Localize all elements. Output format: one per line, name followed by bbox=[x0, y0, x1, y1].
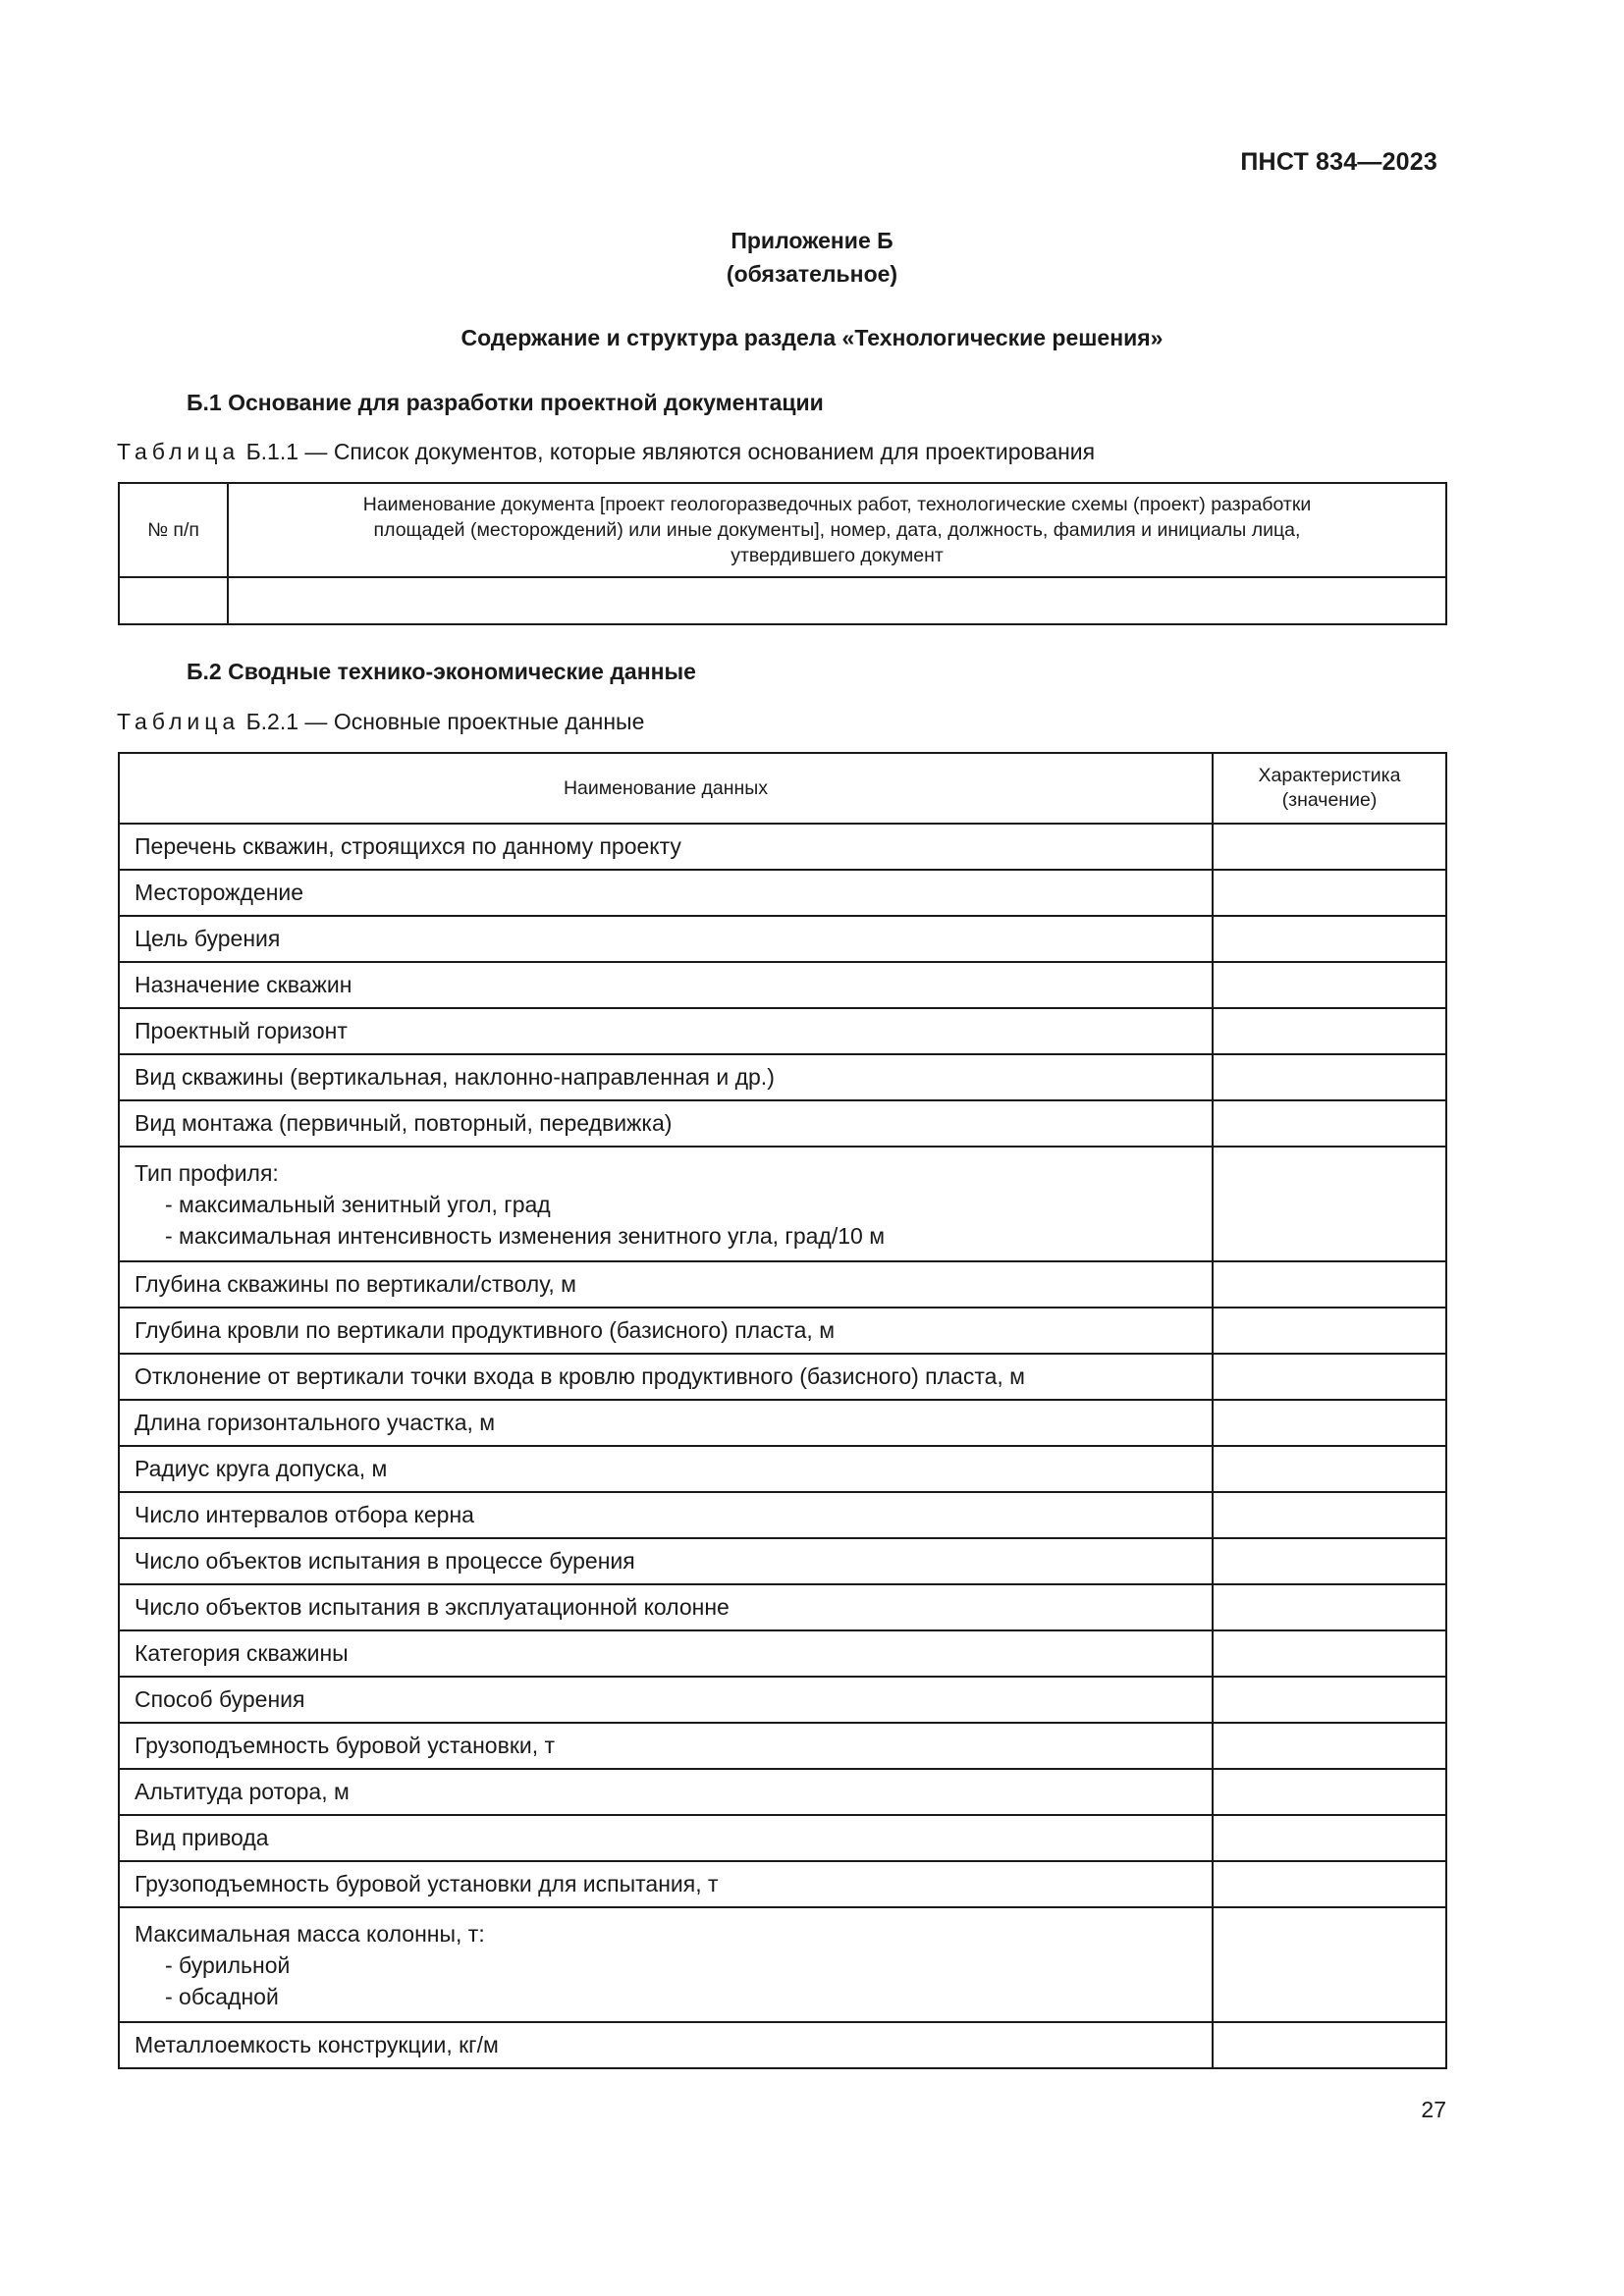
table-row bbox=[119, 1677, 1446, 1723]
section-b1-heading: Б.1 Основание для разработки проектной документации bbox=[187, 390, 824, 415]
row-value-cell bbox=[1213, 1008, 1446, 1054]
appendix-title: Приложение Б bbox=[731, 228, 893, 253]
table-row bbox=[119, 1907, 1446, 2022]
table-row bbox=[119, 1261, 1446, 1308]
appendix-status: (обязательное) bbox=[726, 261, 898, 287]
row-label: Отклонение от вертикали точки входа в кровлю продуктивного (базисного) пласта, м bbox=[135, 1363, 1025, 1389]
row-label: Радиус круга допуска, м bbox=[135, 1456, 388, 1481]
header-line: Характеристика bbox=[1258, 765, 1401, 786]
table-caption-word: Таблица bbox=[117, 439, 241, 464]
row-value-cell bbox=[1213, 1677, 1446, 1723]
row-value-cell bbox=[1213, 962, 1446, 1008]
row-value-cell bbox=[1213, 1769, 1446, 1815]
table-row bbox=[119, 1769, 1446, 1815]
row-value-cell bbox=[1213, 1354, 1446, 1400]
row-label-cell bbox=[119, 1630, 1213, 1677]
row-value-cell bbox=[1213, 1400, 1446, 1446]
table-b11-empty-cell bbox=[228, 577, 1446, 624]
row-value-cell bbox=[1213, 1630, 1446, 1677]
row-sub-item: - максимальная интенсивность изменения зенитного угла, град/10 м bbox=[165, 1222, 886, 1249]
row-label: Число интервалов отбора керна bbox=[135, 1502, 474, 1527]
row-label-cell bbox=[119, 962, 1213, 1008]
table-row bbox=[119, 1584, 1446, 1630]
row-label: Металлоемкость конструкции, кг/м bbox=[135, 2032, 499, 2057]
table-row bbox=[119, 1861, 1446, 1907]
header-line: утвердившего документ bbox=[731, 545, 944, 566]
header-line: (значение) bbox=[1281, 789, 1378, 811]
row-label-cell bbox=[119, 1815, 1213, 1861]
table-caption-text: Б.2.1 — Основные проектные данные bbox=[245, 709, 645, 734]
table-b11-header-number: № п/п bbox=[119, 483, 228, 577]
table-caption-word: Таблица bbox=[117, 709, 241, 734]
table-b21-header-value bbox=[1213, 753, 1446, 824]
appendix-subject: Содержание и структура раздела «Технологические решения» bbox=[460, 325, 1164, 350]
row-label-cell bbox=[119, 1723, 1213, 1769]
document-code: ПНСТ 834—2023 bbox=[1240, 148, 1437, 176]
row-value-cell bbox=[1213, 1147, 1446, 1261]
row-label-cell bbox=[119, 1147, 1213, 1261]
table-row bbox=[119, 1815, 1446, 1861]
row-value-cell bbox=[1213, 916, 1446, 962]
row-value-cell bbox=[1213, 1100, 1446, 1147]
table-row bbox=[119, 1400, 1446, 1446]
row-sub-item: - бурильной bbox=[165, 1951, 291, 1978]
row-label: Грузоподъемность буровой установки для испытания, т bbox=[135, 1871, 719, 1896]
row-label-cell bbox=[119, 870, 1213, 916]
row-label: Вид скважины (вертикальная, наклонно-направленная и др.) bbox=[135, 1064, 775, 1090]
row-label-cell bbox=[119, 1446, 1213, 1492]
row-value-cell bbox=[1213, 1538, 1446, 1584]
row-label-cell bbox=[119, 1907, 1213, 2022]
table-row bbox=[119, 916, 1446, 962]
row-label: Альтитуда ротора, м bbox=[135, 1779, 350, 1804]
row-value-cell bbox=[1213, 1308, 1446, 1354]
row-label: Грузоподъемность буровой установки, т bbox=[135, 1733, 556, 1758]
table-row bbox=[119, 1630, 1446, 1677]
row-value-cell bbox=[1213, 1584, 1446, 1630]
row-label: Число объектов испытания в эксплуатационной колонне bbox=[135, 1594, 730, 1620]
table-row bbox=[119, 1354, 1446, 1400]
row-label: Месторождение bbox=[135, 880, 304, 905]
row-label-cell bbox=[119, 1677, 1213, 1723]
row-label: Глубина скважины по вертикали/стволу, м bbox=[135, 1271, 576, 1297]
row-value-cell bbox=[1213, 1907, 1446, 2022]
row-label: Число объектов испытания в процессе бурения bbox=[135, 1548, 635, 1574]
row-label-cell bbox=[119, 1100, 1213, 1147]
header-line: площадей (месторождений) или иные документы], номер, дата, должность, фамилия и инициалы лица, bbox=[373, 519, 1301, 541]
row-value-cell bbox=[1213, 1861, 1446, 1907]
row-value-cell bbox=[1213, 1815, 1446, 1861]
row-label-cell bbox=[119, 824, 1213, 870]
table-row bbox=[119, 824, 1446, 870]
table-row bbox=[119, 1308, 1446, 1354]
row-label: Перечень скважин, строящихся по данному проекту bbox=[135, 833, 681, 859]
table-b21-body bbox=[119, 824, 1446, 2068]
row-value-cell bbox=[1213, 1492, 1446, 1538]
row-value-cell bbox=[1213, 870, 1446, 916]
row-label: Назначение скважин bbox=[135, 972, 352, 997]
row-label: Вид привода bbox=[135, 1825, 269, 1850]
row-label-cell bbox=[119, 1400, 1213, 1446]
row-label-cell bbox=[119, 1308, 1213, 1354]
row-label: Глубина кровли по вертикали продуктивного (базисного) пласта, м bbox=[135, 1317, 836, 1343]
section-b2-heading: Б.2 Сводные технико-экономические данные bbox=[187, 659, 696, 684]
table-b21-header-name: Наименование данных bbox=[119, 753, 1213, 824]
row-label-cell bbox=[119, 1861, 1213, 1907]
table-b11-empty-cell bbox=[119, 577, 228, 624]
row-value-cell bbox=[1213, 1446, 1446, 1492]
table-b11-caption bbox=[117, 439, 1095, 465]
row-label-cell bbox=[119, 1538, 1213, 1584]
row-value-cell bbox=[1213, 2022, 1446, 2068]
table-caption-text: Б.1.1 — Список документов, которые являются основанием для проектирования bbox=[245, 439, 1096, 464]
row-label-cell bbox=[119, 1261, 1213, 1308]
table-row bbox=[119, 1100, 1446, 1147]
table-b11 bbox=[118, 482, 1447, 625]
table-row bbox=[119, 1446, 1446, 1492]
table-row bbox=[119, 2022, 1446, 2068]
table-row bbox=[119, 1008, 1446, 1054]
row-sub-item: - обсадной bbox=[165, 1983, 279, 2009]
table-row bbox=[119, 1492, 1446, 1538]
row-label: Длина горизонтального участка, м bbox=[135, 1410, 496, 1435]
row-label: Максимальная масса колонны, т: bbox=[135, 1920, 485, 1947]
row-label-cell bbox=[119, 1354, 1213, 1400]
page-number: 27 bbox=[1421, 2097, 1446, 2122]
row-sub-item: - максимальный зенитный угол, град bbox=[165, 1191, 551, 1217]
table-row bbox=[119, 1054, 1446, 1100]
row-label: Категория скважины bbox=[135, 1640, 349, 1666]
table-row bbox=[119, 1147, 1446, 1261]
row-label: Проектный горизонт bbox=[135, 1018, 348, 1043]
row-label: Цель бурения bbox=[135, 926, 281, 951]
table-b11-header-document bbox=[228, 483, 1446, 577]
table-row bbox=[119, 1538, 1446, 1584]
row-label: Способ бурения bbox=[135, 1686, 305, 1712]
row-label-cell bbox=[119, 1769, 1213, 1815]
row-value-cell bbox=[1213, 1054, 1446, 1100]
table-b21-caption bbox=[117, 709, 644, 735]
row-label-cell bbox=[119, 1492, 1213, 1538]
header-line: Наименование документа [проект геологоразведочных работ, технологические схемы (проект) разработки bbox=[362, 494, 1312, 515]
row-label-cell bbox=[119, 1008, 1213, 1054]
row-value-cell bbox=[1213, 1723, 1446, 1769]
table-row bbox=[119, 962, 1446, 1008]
row-label-cell bbox=[119, 1584, 1213, 1630]
row-label: Тип профиля: bbox=[135, 1159, 279, 1186]
table-row bbox=[119, 1723, 1446, 1769]
row-value-cell bbox=[1213, 824, 1446, 870]
table-row bbox=[119, 870, 1446, 916]
table-b21 bbox=[118, 752, 1447, 2069]
row-label-cell bbox=[119, 2022, 1213, 2068]
row-value-cell bbox=[1213, 1261, 1446, 1308]
row-label-cell bbox=[119, 1054, 1213, 1100]
row-label-cell bbox=[119, 916, 1213, 962]
row-label: Вид монтажа (первичный, повторный, передвижка) bbox=[135, 1110, 673, 1136]
